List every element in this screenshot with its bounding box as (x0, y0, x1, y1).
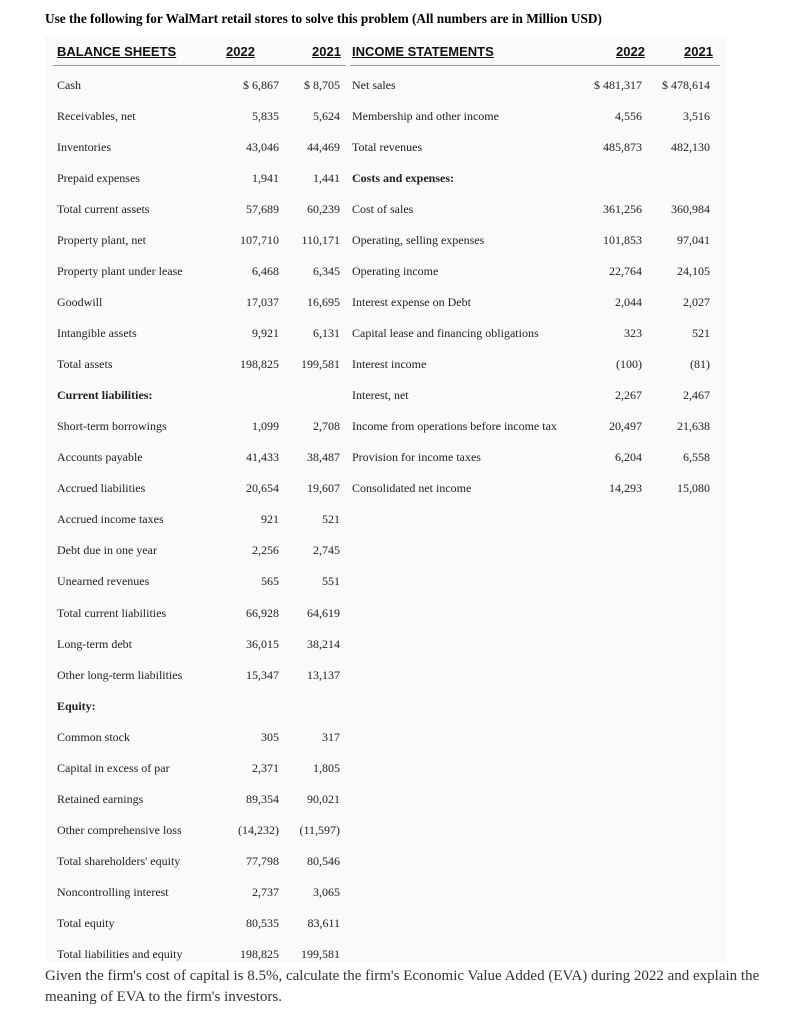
value-2022: 2,267 (615, 388, 642, 403)
row-label: Current liabilities: (57, 388, 153, 403)
row-label: Total revenues (352, 140, 423, 155)
balance-sheet-row (45, 570, 726, 592)
income-statement-row (45, 446, 726, 468)
value-2022: 2,737 (252, 884, 279, 899)
row-label: Operating, selling expenses (352, 233, 485, 248)
value-2021: 3,516 (683, 109, 710, 124)
value-2022: 66,928 (246, 605, 279, 620)
row-label: Provision for income taxes (352, 450, 481, 465)
income-statement-row (45, 167, 726, 189)
row-label: Total shareholders' equity (57, 853, 181, 868)
value-2021: 521 (692, 326, 710, 341)
row-label: Prepaid expenses (57, 171, 140, 186)
value-2021: 38,214 (307, 636, 340, 651)
value-2021: 521 (322, 512, 340, 527)
row-label: Short-term borrowings (57, 419, 167, 434)
income-statement-row (45, 384, 726, 406)
balance-sheet-col-2021: 2021 (312, 44, 341, 59)
income-statement-row (45, 198, 726, 220)
value-2021: 83,611 (307, 915, 340, 930)
income-statement-col-2021: 2021 (684, 44, 713, 59)
value-2021: (81) (690, 357, 710, 372)
value-2022: 1,099 (252, 419, 279, 434)
row-label: Long-term debt (57, 636, 132, 651)
value-2021: 90,021 (307, 791, 340, 806)
row-label: Total liabilities and equity (57, 946, 183, 961)
row-label: Accrued liabilities (57, 481, 146, 496)
row-label: Inventories (57, 140, 111, 155)
value-2022: 2,044 (615, 295, 642, 310)
row-label: Cost of sales (352, 202, 414, 217)
value-2021: 199,581 (301, 946, 340, 961)
value-2021: $ 478,614 (662, 78, 710, 92)
row-label: Accounts payable (57, 450, 143, 465)
row-label: Accrued income taxes (57, 512, 164, 527)
balance-sheet-row (45, 508, 726, 530)
balance-sheet-row (45, 633, 726, 655)
value-2021: 24,105 (677, 264, 710, 279)
value-2021: (11,597) (299, 822, 340, 837)
value-2022: 4,556 (615, 109, 642, 124)
income-statement-col-2022: 2022 (616, 44, 645, 59)
row-label: Receivables, net (57, 109, 136, 124)
value-2022: 101,853 (603, 233, 642, 248)
value-2021: 1,805 (313, 760, 340, 775)
value-2021: 6,345 (313, 264, 340, 279)
income-statement-row (45, 322, 726, 344)
row-label: Total current assets (57, 202, 150, 217)
row-label: Goodwill (57, 295, 103, 310)
value-2022: 1,941 (252, 171, 279, 186)
row-label: Other long-term liabilities (57, 667, 183, 682)
value-2021: 3,065 (313, 884, 340, 899)
row-label: Net sales (352, 78, 396, 92)
row-label: Intangible assets (57, 326, 137, 341)
value-2022: 2,256 (252, 543, 279, 558)
value-2021: 317 (322, 729, 340, 744)
value-2021: 13,137 (307, 667, 340, 682)
value-2022: 2,371 (252, 760, 279, 775)
value-2021: 6,558 (683, 450, 710, 465)
income-statement-row (45, 136, 726, 158)
value-2022: 43,046 (246, 140, 279, 155)
value-2022: $ 481,317 (594, 78, 642, 92)
row-label: Noncontrolling interest (57, 884, 169, 899)
value-2022: (14,232) (238, 822, 279, 837)
value-2021: 38,487 (307, 450, 340, 465)
row-label: Other comprehensive loss (57, 822, 182, 837)
header-rule (53, 65, 346, 66)
value-2022: 198,825 (240, 357, 279, 372)
value-2021: 2,467 (683, 388, 710, 403)
balance-sheet-row (45, 850, 726, 872)
value-2022: 6,204 (615, 450, 642, 465)
value-2021: 110,171 (301, 233, 340, 248)
value-2021: 60,239 (307, 202, 340, 217)
value-2021: 97,041 (677, 233, 710, 248)
row-label: Capital lease and financing obligations (352, 326, 539, 341)
row-label: Retained earnings (57, 791, 144, 806)
value-2022: 565 (261, 574, 279, 589)
value-2021: $ 8,705 (304, 78, 340, 92)
balance-sheet-header: BALANCE SHEETS (57, 44, 177, 59)
value-2022: 20,654 (246, 481, 279, 496)
row-label: Operating income (352, 264, 439, 279)
value-2022: $ 6,867 (243, 78, 279, 92)
balance-sheet-row (45, 539, 726, 561)
value-2022: 9,921 (252, 326, 279, 341)
row-label: Debt due in one year (57, 543, 157, 558)
value-2022: 305 (261, 729, 279, 744)
value-2021: 5,624 (313, 109, 340, 124)
row-label: Costs and expenses: (352, 171, 455, 186)
value-2021: 360,984 (671, 202, 710, 217)
balance-sheet-row (45, 726, 726, 748)
balance-sheet-row (45, 943, 726, 965)
balance-sheet-col-2022: 2022 (226, 44, 255, 59)
value-2021: 2,745 (313, 543, 340, 558)
row-label: Total equity (57, 915, 115, 930)
value-2022: 80,535 (246, 915, 279, 930)
value-2022: 921 (261, 512, 279, 527)
row-label: Total assets (57, 357, 113, 372)
value-2022: 77,798 (246, 853, 279, 868)
value-2022: 15,347 (246, 667, 279, 682)
row-label: Property plant, net (57, 233, 146, 248)
value-2021: 80,546 (307, 853, 340, 868)
balance-sheet-row (45, 788, 726, 810)
value-2021: 15,080 (677, 481, 710, 496)
value-2022: 57,689 (246, 202, 279, 217)
value-2021: 44,469 (307, 140, 340, 155)
row-label: Interest expense on Debt (352, 295, 471, 310)
value-2022: (100) (616, 357, 642, 372)
value-2022: 41,433 (246, 450, 279, 465)
income-statement-row (45, 291, 726, 313)
question-text: Given the firm's cost of capital is 8.5%, calculate the firm's Economic Value Added (EVA) during 2022 and explain the meaning of EVA to the firm's investors. (45, 968, 760, 1005)
page-title: Use the following for WalMart retail stores to solve this problem (All numbers are in Million USD) (45, 11, 602, 26)
balance-sheet-row (45, 757, 726, 779)
row-label: Cash (57, 78, 81, 92)
row-label: Total current liabilities (57, 605, 167, 620)
value-2022: 36,015 (246, 636, 279, 651)
row-label: Interest, net (352, 388, 409, 403)
row-label: Consolidated net income (352, 481, 472, 496)
value-2021: 64,619 (307, 605, 340, 620)
balance-sheet-row (45, 664, 726, 686)
balance-sheet-row (45, 819, 726, 841)
income-statement-row (45, 260, 726, 282)
value-2021: 6,131 (313, 326, 340, 341)
balance-sheet-row (45, 881, 726, 903)
value-2022: 361,256 (603, 202, 642, 217)
value-2021: 199,581 (301, 357, 340, 372)
row-label: Common stock (57, 729, 131, 744)
value-2022: 323 (624, 326, 642, 341)
balance-sheet-row (45, 602, 726, 624)
row-label: Equity: (57, 698, 96, 713)
row-label: Income from operations before income tax (352, 419, 557, 434)
balance-sheet-row (45, 912, 726, 934)
income-statement-row (45, 229, 726, 251)
income-statement-row (45, 477, 726, 499)
financial-statements-table (45, 36, 726, 962)
value-2021: 482,130 (671, 140, 710, 155)
income-statement-row (45, 105, 726, 127)
value-2021: 1,441 (313, 171, 340, 186)
value-2021: 2,708 (313, 419, 340, 434)
income-statement-row (45, 415, 726, 437)
value-2022: 107,710 (240, 233, 279, 248)
value-2022: 22,764 (609, 264, 642, 279)
row-label: Property plant under lease (57, 264, 183, 279)
value-2022: 485,873 (603, 140, 642, 155)
value-2022: 17,037 (246, 295, 279, 310)
value-2022: 6,468 (252, 264, 279, 279)
row-label: Unearned revenues (57, 574, 150, 589)
value-2022: 89,354 (246, 791, 279, 806)
header-rule (350, 65, 720, 66)
income-statement-header: INCOME STATEMENTS (352, 44, 494, 59)
row-label: Capital in excess of par (57, 760, 170, 775)
income-statement-row (45, 353, 726, 375)
row-label: Membership and other income (352, 109, 499, 124)
value-2021: 19,607 (307, 481, 340, 496)
value-2021: 551 (322, 574, 340, 589)
value-2021: 2,027 (683, 295, 710, 310)
balance-sheet-row (45, 695, 726, 717)
value-2022: 198,825 (240, 946, 279, 961)
value-2022: 14,293 (609, 481, 642, 496)
income-statement-row (45, 74, 726, 96)
value-2021: 21,638 (677, 419, 710, 434)
value-2021: 16,695 (307, 295, 340, 310)
value-2022: 20,497 (609, 419, 642, 434)
row-label: Interest income (352, 357, 427, 372)
value-2022: 5,835 (252, 109, 279, 124)
